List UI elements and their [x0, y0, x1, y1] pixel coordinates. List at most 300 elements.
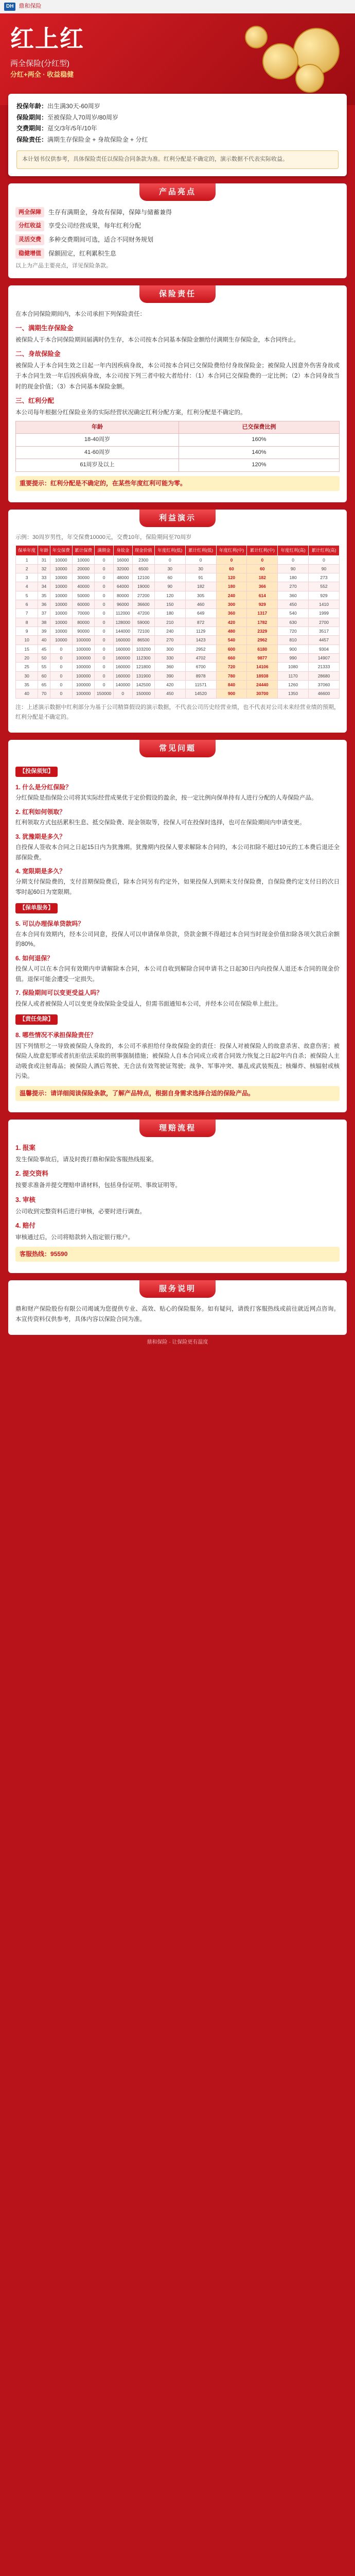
- demo-row: [16, 591, 340, 600]
- demo-header: 保单年度: [16, 546, 38, 555]
- demo-header: 累计保费: [72, 546, 94, 555]
- hotline-label: 客服热线：: [20, 1250, 51, 1258]
- demo-cell: 540: [278, 609, 309, 618]
- demo-cell: 9877: [247, 653, 278, 662]
- demo-row: [16, 636, 340, 645]
- demo-cell: 28680: [309, 671, 340, 680]
- demo-cell: 32000: [113, 564, 132, 573]
- demo-section: [8, 510, 347, 733]
- process-step-text: 发生保险事故后，请及时拨打鼎和保险客服热线报案。: [15, 1157, 157, 1163]
- demo-cell: 10000: [50, 618, 72, 626]
- demo-cell: 160000: [113, 645, 132, 653]
- demo-cell: 27200: [132, 591, 154, 600]
- demo-row: [16, 627, 340, 636]
- demo-cell: 25: [16, 663, 38, 671]
- demo-cell: 1: [16, 555, 38, 564]
- footer-text: 鼎和保险 · 让保险更有温度: [147, 1340, 208, 1346]
- demo-cell: 14106: [247, 663, 278, 671]
- demo-cell: 2300: [132, 555, 154, 564]
- demo-cell: 50000: [72, 591, 94, 600]
- demo-cell: 46600: [309, 689, 340, 698]
- info-key: 交费期间：: [16, 125, 48, 132]
- demo-row: [16, 564, 340, 573]
- demo-cell: 12100: [132, 573, 154, 582]
- demo-cell: 20000: [72, 564, 94, 573]
- demo-cell: 100000: [72, 645, 94, 653]
- demo-caption: 示例：30周岁男性，年交保费10000元，交费10年，保险期间至70周岁: [15, 534, 192, 540]
- process-step-title: 3. 审核: [15, 1196, 36, 1204]
- info-row: [16, 123, 339, 134]
- demo-cell: 131900: [132, 671, 154, 680]
- demo-row: [16, 600, 340, 609]
- service-text: 鼎和财产保险股份有限公司竭诚为您提供专业、高效、贴心的保险服务。如有疑问，请拨打客服热线或前往就近网点咨询。本宣传资料仅供参考，具体内容以保险合同为准。: [15, 1306, 340, 1323]
- demo-cell: 840: [216, 680, 247, 689]
- demo-cell: 305: [185, 591, 216, 600]
- demo-header: 累计红利(中): [247, 546, 278, 555]
- demo-cell: 0: [50, 689, 72, 698]
- faq-group-tag: 【投保须知】: [15, 767, 58, 777]
- demo-cell: 30000: [72, 573, 94, 582]
- demo-cell: 103200: [132, 645, 154, 653]
- demo-cell: 15: [16, 645, 38, 653]
- demo-cell: 0: [50, 680, 72, 689]
- demo-cell: 0: [95, 618, 114, 626]
- faq-question: 1. 什么是分红保险？: [15, 783, 72, 791]
- demo-cell: 182: [247, 573, 278, 582]
- coverage-intro: 在本合同保险期间内，本公司承担下列保险责任：: [15, 311, 146, 317]
- demo-cell: 160000: [113, 636, 132, 645]
- demo-cell: 38: [38, 618, 50, 626]
- demo-cell: 90000: [72, 627, 94, 636]
- demo-cell: 10000: [50, 582, 72, 591]
- demo-cell: 16000: [113, 555, 132, 564]
- demo-row: [16, 618, 340, 626]
- demo-cell: 6180: [247, 645, 278, 653]
- demo-cell: 0: [95, 645, 114, 653]
- demo-cell: 80000: [72, 618, 94, 626]
- hero-banner: [0, 13, 355, 105]
- demo-cell: 142500: [132, 680, 154, 689]
- demo-cell: 64000: [113, 582, 132, 591]
- demo-cell: 552: [309, 582, 340, 591]
- demo-cell: 70: [38, 689, 50, 698]
- product-brand: 红上红: [10, 25, 84, 53]
- demo-header: 累计红利(低): [185, 546, 216, 555]
- coverage-item-title: 一、满期生存保险金: [15, 324, 74, 332]
- demo-cell: 182: [185, 582, 216, 591]
- demo-cell: 70000: [72, 609, 94, 618]
- demo-cell: 18938: [247, 671, 278, 680]
- demo-row: [16, 609, 340, 618]
- demo-cell: 900: [216, 689, 247, 698]
- demo-cell: 112000: [113, 609, 132, 618]
- benefit-item: [15, 221, 340, 231]
- coverage-heading: 保险责任: [139, 285, 216, 303]
- demo-header: 累计红利(高): [309, 546, 340, 555]
- demo-cell: 96000: [113, 600, 132, 609]
- faq-section: [8, 740, 347, 1112]
- demo-cell: 35: [38, 591, 50, 600]
- demo-cell: 65: [38, 680, 50, 689]
- table-header: 年龄: [16, 421, 179, 433]
- demo-header: 年度红利(高): [278, 546, 309, 555]
- faq-question: 5. 可以办理保单贷款吗？: [15, 920, 84, 927]
- demo-cell: 90: [309, 564, 340, 573]
- demo-cell: 14520: [185, 689, 216, 698]
- demo-cell: 1170: [278, 671, 309, 680]
- demo-cell: 0: [50, 671, 72, 680]
- demo-row: [16, 582, 340, 591]
- demo-cell: 0: [95, 663, 114, 671]
- demo-cell: 360: [278, 591, 309, 600]
- demo-cell: 4457: [309, 636, 340, 645]
- demo-cell: 45: [38, 645, 50, 653]
- demo-cell: 5: [16, 591, 38, 600]
- demo-cell: 240: [154, 627, 185, 636]
- demo-cell: 160000: [113, 653, 132, 662]
- process-step-title: 1. 报案: [15, 1144, 36, 1152]
- demo-cell: 270: [278, 582, 309, 591]
- coverage-item-title: 三、红利分配: [15, 397, 55, 404]
- demo-cell: 420: [216, 618, 247, 626]
- demo-cell: 120: [216, 573, 247, 582]
- demo-cell: 37: [38, 609, 50, 618]
- demo-cell: 6500: [132, 564, 154, 573]
- process-section: [8, 1120, 347, 1273]
- demo-cell: 19000: [132, 582, 154, 591]
- demo-cell: 4702: [185, 653, 216, 662]
- demo-cell: 100000: [72, 663, 94, 671]
- demo-cell: 300: [154, 645, 185, 653]
- demo-note: 注：上述演示数据中红利部分为基于公司精算假设的演示数据，不代表公司历史经营业绩，也不代表对公司未来经营业绩的预期，红利分配是不确定的。: [15, 704, 340, 720]
- demo-header: 年度红利(中): [216, 546, 247, 555]
- faq-group-tag: 【责任免除】: [15, 1014, 58, 1025]
- demo-cell: 7: [16, 609, 38, 618]
- demo-row: [16, 671, 340, 680]
- demo-cell: 8978: [185, 671, 216, 680]
- demo-cell: 649: [185, 609, 216, 618]
- company-logo: DH: [4, 3, 15, 11]
- demo-header: 年交保费: [50, 546, 72, 555]
- demo-cell: 30700: [247, 689, 278, 698]
- demo-cell: 60: [154, 573, 185, 582]
- demo-cell: 36600: [132, 600, 154, 609]
- demo-cell: 600: [216, 645, 247, 653]
- demo-cell: 60000: [72, 600, 94, 609]
- demo-cell: 24440: [247, 680, 278, 689]
- demo-cell: 10: [16, 636, 38, 645]
- demo-cell: 2: [16, 564, 38, 573]
- benefit-section: [8, 183, 347, 278]
- demo-cell: 240: [216, 591, 247, 600]
- demo-cell: 929: [247, 600, 278, 609]
- demo-cell: 10000: [72, 555, 94, 564]
- demo-cell: 40: [38, 636, 50, 645]
- table-row: [16, 459, 340, 471]
- benefit-key: 灵活交费: [15, 234, 44, 245]
- process-step-text: 审核通过后，公司将赔款转入指定银行账户。: [15, 1234, 134, 1241]
- demo-cell: 0: [278, 555, 309, 564]
- demo-cell: 2329: [247, 627, 278, 636]
- demo-cell: 4: [16, 582, 38, 591]
- demo-cell: 86500: [132, 636, 154, 645]
- company-name: 鼎和保险: [19, 3, 42, 10]
- demo-cell: 11571: [185, 680, 216, 689]
- info-key: 投保年龄：: [16, 103, 48, 110]
- demo-cell: 0: [95, 627, 114, 636]
- demo-cell: 112300: [132, 653, 154, 662]
- demo-cell: 0: [95, 653, 114, 662]
- demo-cell: 140000: [113, 680, 132, 689]
- demo-cell: 0: [50, 663, 72, 671]
- demo-row: [16, 653, 340, 662]
- demo-cell: 40: [16, 689, 38, 698]
- table-cell: 160%: [179, 434, 339, 446]
- demo-cell: 0: [50, 645, 72, 653]
- benefit-heading: 产品亮点: [139, 183, 216, 201]
- demo-cell: 150000: [132, 689, 154, 698]
- table-header: 已交保费比例: [179, 421, 339, 433]
- benefit-item: [15, 207, 340, 218]
- demo-cell: 990: [278, 653, 309, 662]
- demo-cell: 21333: [309, 663, 340, 671]
- demo-cell: 90: [278, 564, 309, 573]
- demo-cell: 0: [50, 653, 72, 662]
- demo-cell: 35: [16, 680, 38, 689]
- demo-cell: 210: [154, 618, 185, 626]
- demo-cell: 872: [185, 618, 216, 626]
- demo-cell: 810: [278, 636, 309, 645]
- demo-cell: 80000: [113, 591, 132, 600]
- demo-cell: 60: [216, 564, 247, 573]
- demo-cell: 270: [154, 636, 185, 645]
- demo-cell: 32: [38, 564, 50, 573]
- demo-cell: 0: [95, 582, 114, 591]
- demo-cell: 121800: [132, 663, 154, 671]
- hero-subslogan: 分红+两全 · 收益稳健: [10, 71, 74, 79]
- process-heading: 理赔流程: [139, 1120, 216, 1137]
- demo-cell: 9: [16, 627, 38, 636]
- demo-cell: 30: [16, 671, 38, 680]
- faq-question: 2. 红利如何领取？: [15, 808, 66, 816]
- demo-cell: 10000: [50, 636, 72, 645]
- process-step-text: 公司收到完整资料后进行审核，必要时进行调查。: [15, 1208, 146, 1215]
- demo-cell: 0: [95, 609, 114, 618]
- demo-cell: 2962: [247, 636, 278, 645]
- demo-cell: 72100: [132, 627, 154, 636]
- demo-cell: 720: [216, 663, 247, 671]
- faq-question: 4. 宽限期是多久？: [15, 868, 66, 875]
- demo-cell: 55: [38, 663, 50, 671]
- demo-cell: 0: [216, 555, 247, 564]
- demo-cell: 144000: [113, 627, 132, 636]
- demo-cell: 120: [154, 591, 185, 600]
- demo-table: [15, 545, 340, 698]
- info-key: 保险期间：: [16, 113, 48, 121]
- faq-answer: 因下列情形之一导致被保险人身故的，本公司不承担给付身故保险金的责任：投保人对被保险人的故意杀害、故意伤害；被保险人故意犯罪或者抗拒依法采取的刑事强制措施；被保险人自本合同成立或者合同效力恢复之日起2年内自杀；被保险人主动吸食或注射毒品；被保险人酒后驾驶、无合法有效驾驶证驾驶；战争、军事冲突、暴乱或武装叛乱；核爆炸、核辐射或核污染。: [15, 1043, 340, 1080]
- benefit-key: 两全保障: [15, 207, 44, 218]
- demo-cell: 6: [16, 600, 38, 609]
- demo-cell: 150: [154, 600, 185, 609]
- demo-cell: 128000: [113, 618, 132, 626]
- faq-answer: 红利领取方式包括累积生息、抵交保险费、现金领取等，投保人可在投保时选择，也可在保险期间内申请变更。: [15, 820, 306, 826]
- hotline-box: [15, 1247, 340, 1262]
- demo-cell: 0: [95, 636, 114, 645]
- demo-cell: 1999: [309, 609, 340, 618]
- demo-cell: 91: [185, 573, 216, 582]
- faq-answer: 自投保人签收本合同之日起15日内为犹豫期。犹豫期内投保人要求解除本合同的，本公司扣除不超过10元的工本费后退还全部保险费。: [15, 844, 340, 861]
- demo-cell: 10000: [50, 573, 72, 582]
- demo-cell: 20: [16, 653, 38, 662]
- demo-cell: 0: [95, 671, 114, 680]
- demo-cell: 100000: [72, 653, 94, 662]
- demo-cell: 33: [38, 573, 50, 582]
- faq-answer: 在本合同有效期内，经本公司同意，投保人可以申请保单贷款，贷款金额不得超过本合同当时现金价值扣除各项欠款后余额的80%。: [15, 931, 340, 948]
- demo-cell: 180: [154, 609, 185, 618]
- faq-answer: 分红保险是指保险公司将其实际经营成果优于定价假设的盈余，按一定比例向保单持有人进行分配的人寿保险产品。: [15, 795, 317, 802]
- info-value: 至被保险人70周岁/80周岁: [47, 113, 119, 121]
- faq-question: 7. 保险期间可以变更受益人吗？: [15, 989, 103, 997]
- faq-final-note: 温馨提示：请详细阅读保险条款，了解产品特点，根据自身需求选择合适的保险产品。: [15, 1086, 340, 1101]
- info-value: 出生满30天-60周岁: [47, 103, 100, 110]
- demo-header: 年龄: [38, 546, 50, 555]
- coverage-item-text: 被保险人于本合同保险期间届满时仍生存，本公司按本合同基本保险金额给付满期生存保险金，本合同终止。: [15, 337, 299, 344]
- demo-cell: 40000: [72, 582, 94, 591]
- faq-group-tag: 【保单服务】: [15, 903, 58, 913]
- demo-cell: 59000: [132, 618, 154, 626]
- demo-cell: 0: [95, 680, 114, 689]
- demo-cell: 1423: [185, 636, 216, 645]
- faq-heading: 常见问题: [139, 740, 216, 757]
- demo-header: 身故金: [113, 546, 132, 555]
- faq-answer: 分期支付保险费的，支付首期保险费后，除本合同另有约定外，如果投保人到期未支付保险费，自保险费约定支付日的次日零时起60日为宽限期。: [15, 879, 340, 896]
- demo-cell: 450: [278, 600, 309, 609]
- demo-cell: 900: [278, 645, 309, 653]
- demo-row: [16, 645, 340, 653]
- demo-cell: 1350: [278, 689, 309, 698]
- service-section: [8, 1280, 347, 1335]
- demo-cell: 100000: [72, 636, 94, 645]
- table-cell: 41-60周岁: [16, 446, 179, 459]
- demo-cell: 1080: [278, 663, 309, 671]
- table-row: [16, 434, 340, 446]
- demo-cell: 1410: [309, 600, 340, 609]
- faq-question: 3. 犹豫期是多久？: [15, 833, 66, 840]
- demo-cell: 30: [185, 564, 216, 573]
- demo-cell: 47200: [132, 609, 154, 618]
- demo-cell: 360: [154, 663, 185, 671]
- table-cell: 61周岁及以上: [16, 459, 179, 471]
- demo-cell: 8: [16, 618, 38, 626]
- benefit-key: 稳健增值: [15, 248, 44, 259]
- benefit-key: 分红收益: [15, 221, 44, 231]
- table-cell: 140%: [179, 446, 339, 459]
- demo-cell: 1129: [185, 627, 216, 636]
- demo-cell: 360: [216, 609, 247, 618]
- demo-header: 满期金: [95, 546, 114, 555]
- coverage-highlight: 重要提示：红利分配是不确定的，在某些年度红利可能为零。: [15, 476, 340, 491]
- demo-cell: 31: [38, 555, 50, 564]
- info-key: 保险责任：: [16, 135, 48, 143]
- info-row: [16, 134, 339, 146]
- faq-answer: 投保人或者被保险人可以变更身故保险金受益人，但需书面通知本公司，并经本公司在保险单上批注。: [15, 1001, 282, 1007]
- info-row: [16, 112, 339, 124]
- benefit-value: 保额固定，红利累积生息: [48, 249, 117, 257]
- demo-cell: 10000: [50, 609, 72, 618]
- demo-cell: 330: [154, 653, 185, 662]
- faq-question: 8. 哪些情况不承担保险责任？: [15, 1031, 97, 1039]
- demo-cell: 720: [278, 627, 309, 636]
- demo-cell: 34: [38, 582, 50, 591]
- demo-cell: 10000: [50, 555, 72, 564]
- demo-cell: 390: [154, 671, 185, 680]
- demo-cell: 1260: [278, 680, 309, 689]
- demo-cell: 420: [154, 680, 185, 689]
- demo-cell: 3517: [309, 627, 340, 636]
- demo-cell: 90: [154, 582, 185, 591]
- info-value: 趸交/3年/5年/10年: [47, 125, 97, 132]
- demo-cell: 160000: [113, 671, 132, 680]
- demo-row: [16, 573, 340, 582]
- demo-cell: 0: [185, 555, 216, 564]
- demo-cell: 3: [16, 573, 38, 582]
- benefit-item: [15, 234, 340, 245]
- demo-heading: 利益演示: [139, 510, 216, 527]
- service-heading: 服务说明: [139, 1280, 216, 1298]
- table-cell: 18-40周岁: [16, 434, 179, 446]
- demo-cell: 10000: [50, 591, 72, 600]
- demo-cell: 100000: [72, 671, 94, 680]
- demo-cell: 0: [95, 591, 114, 600]
- info-value: 满期生存保险金 + 身故保险金 + 分红: [47, 135, 148, 143]
- demo-cell: 660: [216, 653, 247, 662]
- product-info-box: [8, 94, 347, 176]
- benefit-value: 享受公司经营成果，每年红利分配: [48, 222, 141, 230]
- faq-question: 6. 如何退保？: [15, 955, 54, 962]
- process-step-title: 2. 提交资料: [15, 1170, 48, 1178]
- demo-cell: 450: [154, 689, 185, 698]
- demo-cell: 180: [278, 573, 309, 582]
- demo-cell: 929: [309, 591, 340, 600]
- coverage-item-title: 二、身故保险金: [15, 350, 61, 358]
- demo-cell: 10000: [50, 627, 72, 636]
- demo-cell: 39: [38, 627, 50, 636]
- demo-cell: 9304: [309, 645, 340, 653]
- demo-cell: 1782: [247, 618, 278, 626]
- demo-cell: 10000: [50, 600, 72, 609]
- demo-cell: 366: [247, 582, 278, 591]
- demo-cell: 480: [216, 627, 247, 636]
- hotline-number[interactable]: 95590: [50, 1250, 68, 1258]
- table-cell: 120%: [179, 459, 339, 471]
- demo-row: [16, 689, 340, 698]
- demo-cell: 30: [154, 564, 185, 573]
- demo-cell: 37060: [309, 680, 340, 689]
- table-row: [16, 446, 340, 459]
- top-bar: [0, 0, 355, 13]
- demo-cell: 6700: [185, 663, 216, 671]
- demo-cell: 150000: [95, 689, 114, 698]
- process-step-text: 按要求准备并提交理赔申请材料，包括身份证明、事故证明等。: [15, 1182, 181, 1189]
- demo-cell: 0: [309, 555, 340, 564]
- info-note: 本计划书仅供参考，具体保险责任以保险合同条款为准。红利分配是不确定的，演示数据不代表实际收益。: [16, 150, 339, 169]
- demo-cell: 300: [216, 600, 247, 609]
- demo-cell: 540: [216, 636, 247, 645]
- demo-cell: 0: [113, 689, 132, 698]
- demo-cell: 50: [38, 653, 50, 662]
- demo-cell: 0: [95, 573, 114, 582]
- demo-row: [16, 680, 340, 689]
